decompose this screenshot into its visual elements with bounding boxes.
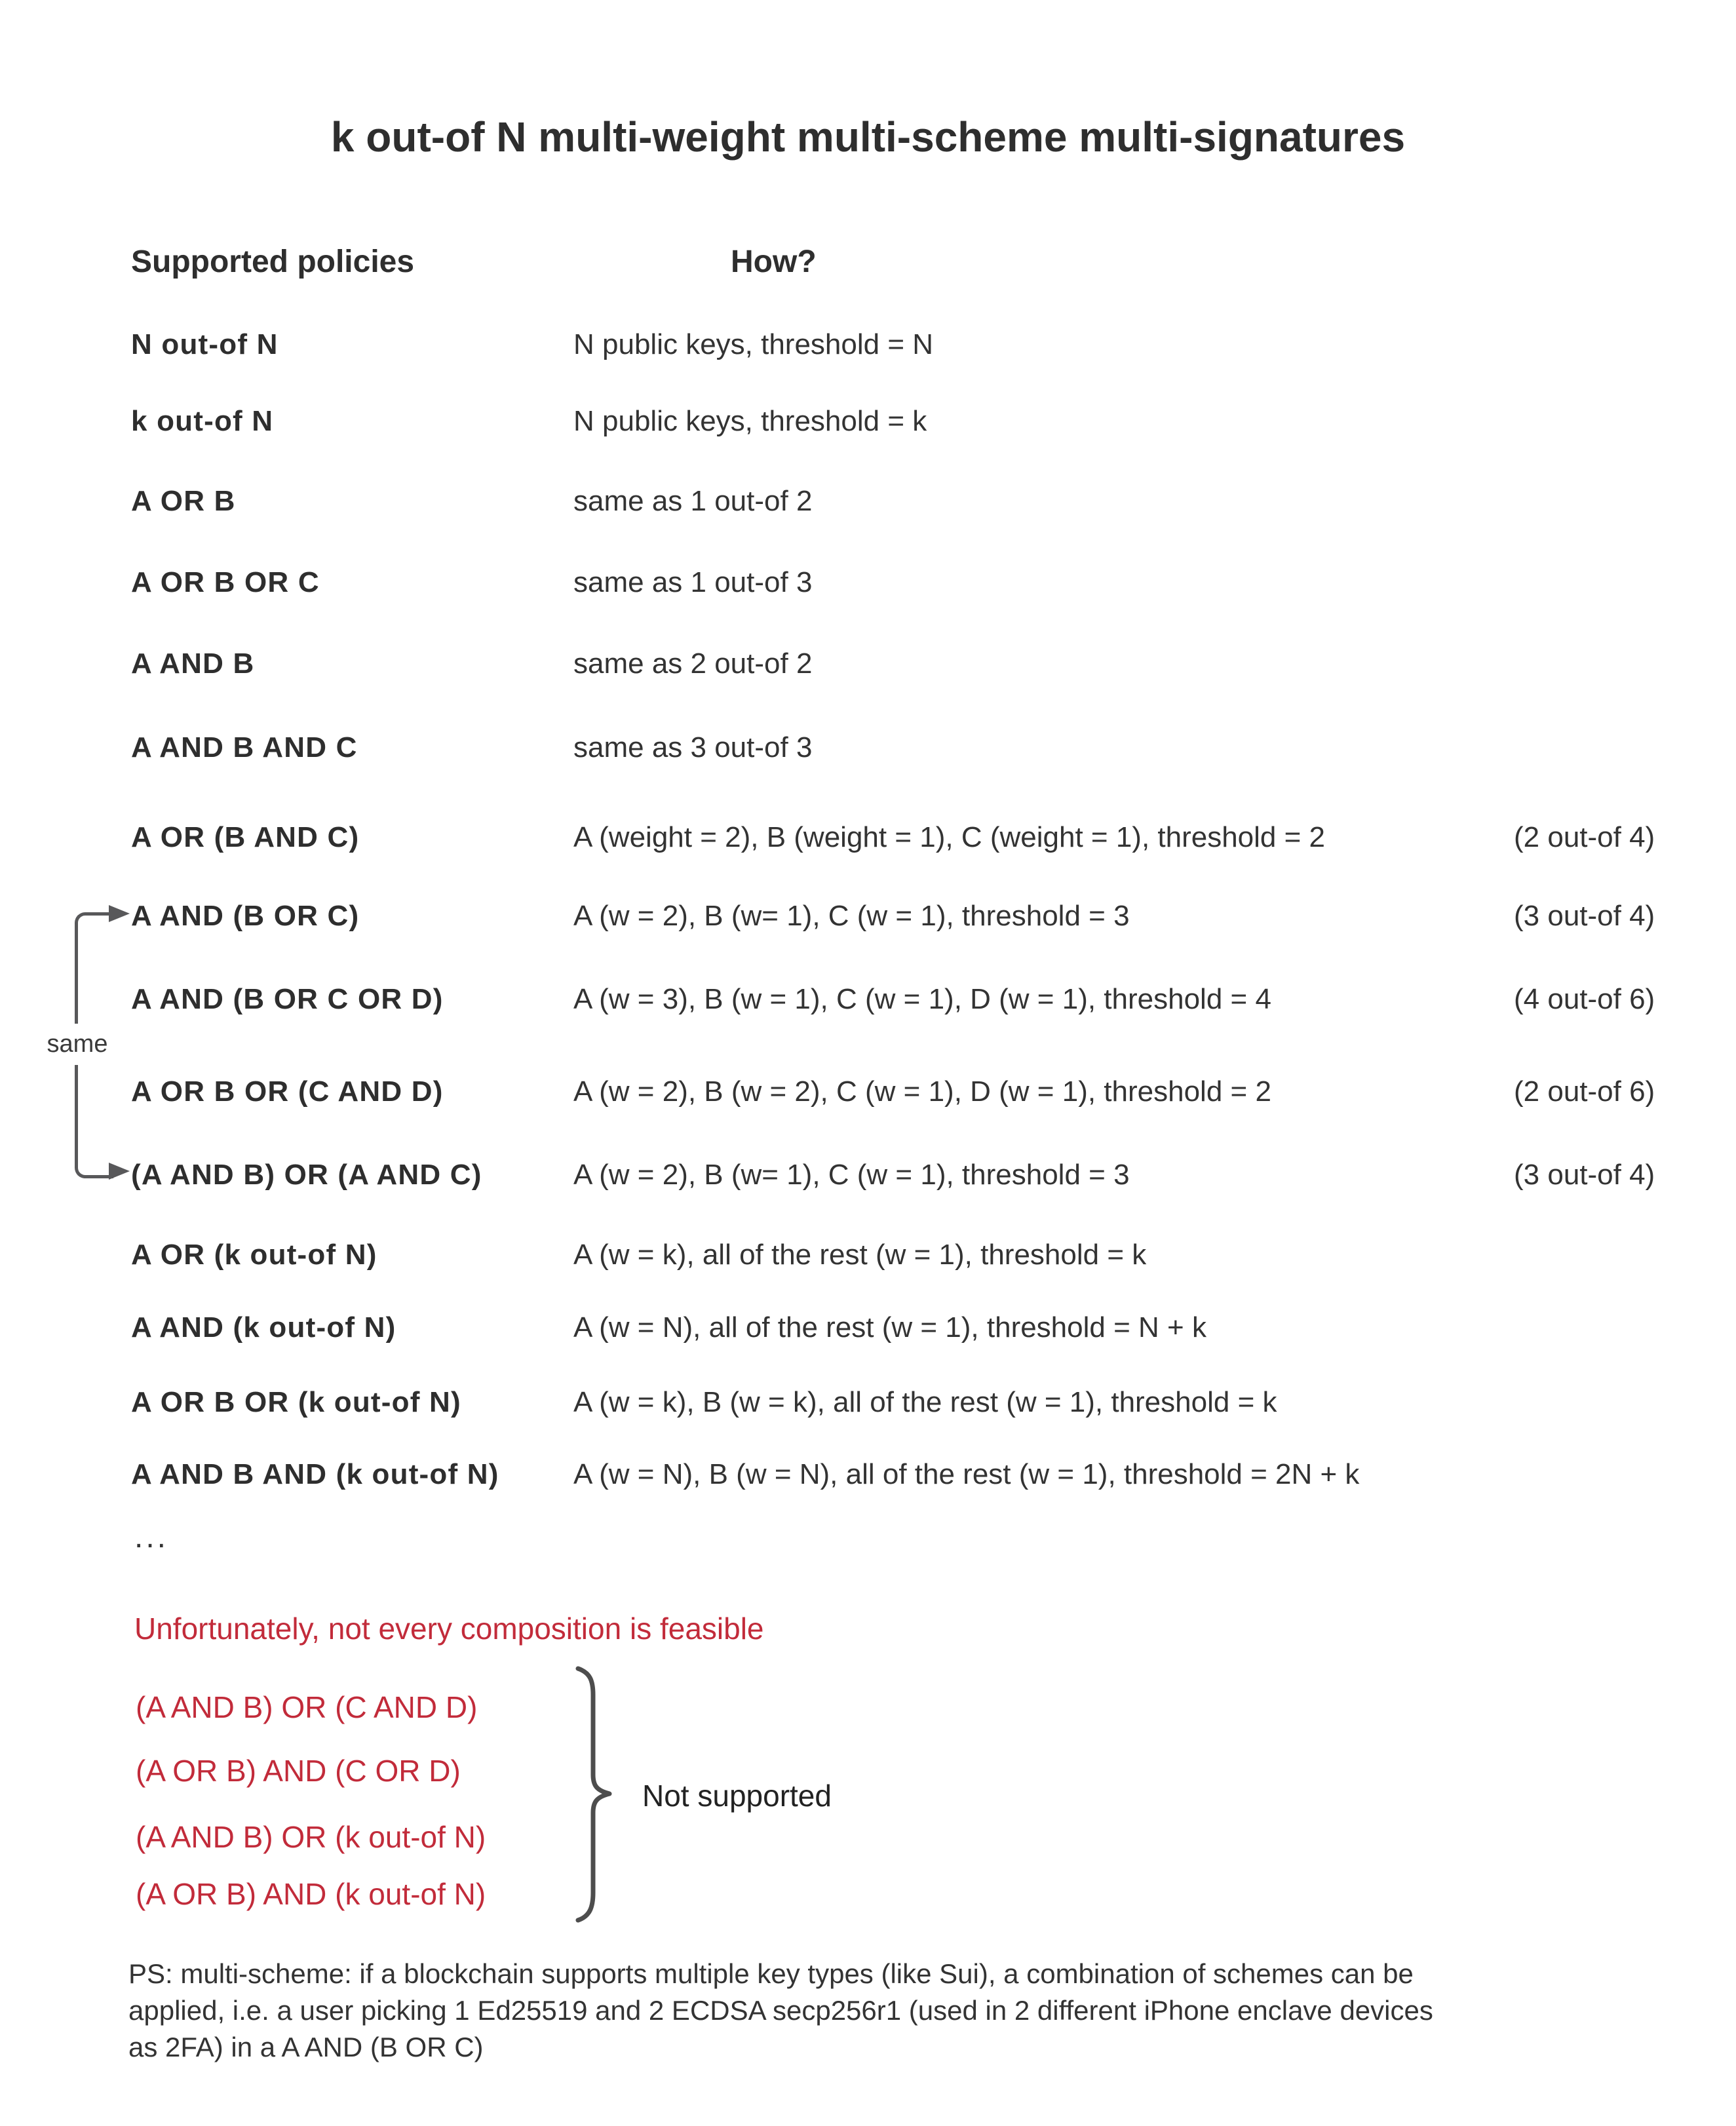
policy-cell: N out-of N (131, 328, 279, 360)
ps-note-line: PS: multi-scheme: if a blockchain supports multiple key types (like Sui), a combination of schemes can be (128, 1958, 1414, 1989)
arrow-right-icon (109, 905, 130, 922)
how-cell: A (w = 2), B (w= 1), C (w = 1), threshold = 3 (573, 900, 1130, 932)
note-cell: (2 out-of 6) (1514, 1075, 1655, 1108)
policy-cell: A OR B OR (k out-of N) (131, 1386, 461, 1418)
how-cell: N public keys, threshold = N (573, 328, 934, 360)
how-cell: same as 3 out-of 3 (573, 731, 813, 763)
policy-cell: A OR B (131, 485, 236, 517)
policy-cell: A AND (k out-of N) (131, 1311, 396, 1343)
policy-cell: A AND (B OR C OR D) (131, 983, 444, 1015)
not-supported-label: Not supported (642, 1779, 832, 1813)
note-cell: (3 out-of 4) (1514, 900, 1655, 932)
policy-cell: A AND (B OR C) (131, 900, 360, 932)
how-cell: A (w = N), B (w = N), all of the rest (w = 1), threshold = 2N + k (573, 1458, 1360, 1490)
how-cell: A (w = k), all of the rest (w = 1), threshold = k (573, 1239, 1147, 1271)
page-title: k out-of N multi-weight multi-scheme multi-signatures (330, 113, 1406, 161)
curly-brace-icon (575, 1666, 615, 1923)
infeasible-item: (A AND B) OR (C AND D) (136, 1690, 478, 1724)
how-cell: A (w = 2), B (w= 1), C (w = 1), threshold = 3 (573, 1159, 1130, 1191)
infeasible-item: (A OR B) AND (C OR D) (136, 1754, 461, 1788)
arrow-right-icon (109, 1163, 130, 1180)
policy-cell: A AND B AND C (131, 731, 358, 763)
how-cell: same as 1 out-of 2 (573, 485, 813, 517)
policy-cell: A OR (B AND C) (131, 821, 360, 853)
policy-cell: A OR B OR (C AND D) (131, 1075, 444, 1108)
policy-cell: A OR (k out-of N) (131, 1239, 377, 1271)
how-cell: A (weight = 2), B (weight = 1), C (weight = 1), threshold = 2 (573, 821, 1326, 853)
note-cell: (3 out-of 4) (1514, 1159, 1655, 1191)
policy-cell: k out-of N (131, 405, 274, 437)
infeasible-heading: Unfortunately, not every composition is feasible (134, 1612, 764, 1646)
policy-cell: A OR B OR C (131, 566, 320, 598)
same-label: same (38, 1024, 117, 1065)
policy-cell: A AND B (131, 647, 255, 680)
infeasible-item: (A AND B) OR (k out-of N) (136, 1820, 486, 1854)
ps-note (128, 1956, 1433, 2066)
ps-note-line: as 2FA) in a A AND (B OR C) (128, 2032, 484, 2062)
ellipsis: ... (134, 1520, 169, 1555)
infeasible-item: (A OR B) AND (k out-of N) (136, 1877, 486, 1911)
column-header-how: How? (731, 244, 817, 279)
note-cell: (2 out-of 4) (1514, 821, 1655, 853)
how-cell: same as 1 out-of 3 (573, 566, 813, 598)
how-cell: N public keys, threshold = k (573, 405, 927, 437)
policy-cell: A AND B AND (k out-of N) (131, 1458, 499, 1490)
ps-note-line: applied, i.e. a user picking 1 Ed25519 and 2 ECDSA secp256r1 (used in 2 different iPhone enclave devices (128, 1995, 1433, 2026)
policy-cell: (A AND B) OR (A AND C) (131, 1159, 482, 1191)
how-cell: A (w = k), B (w = k), all of the rest (w = 1), threshold = k (573, 1386, 1277, 1418)
how-cell: A (w = N), all of the rest (w = 1), threshold = N + k (573, 1311, 1206, 1343)
how-cell: A (w = 2), B (w = 2), C (w = 1), D (w = 1), threshold = 2 (573, 1075, 1271, 1108)
column-header-policies: Supported policies (131, 244, 415, 279)
how-cell: same as 2 out-of 2 (573, 647, 813, 680)
how-cell: A (w = 3), B (w = 1), C (w = 1), D (w = 1), threshold = 4 (573, 983, 1271, 1015)
note-cell: (4 out-of 6) (1514, 983, 1655, 1015)
